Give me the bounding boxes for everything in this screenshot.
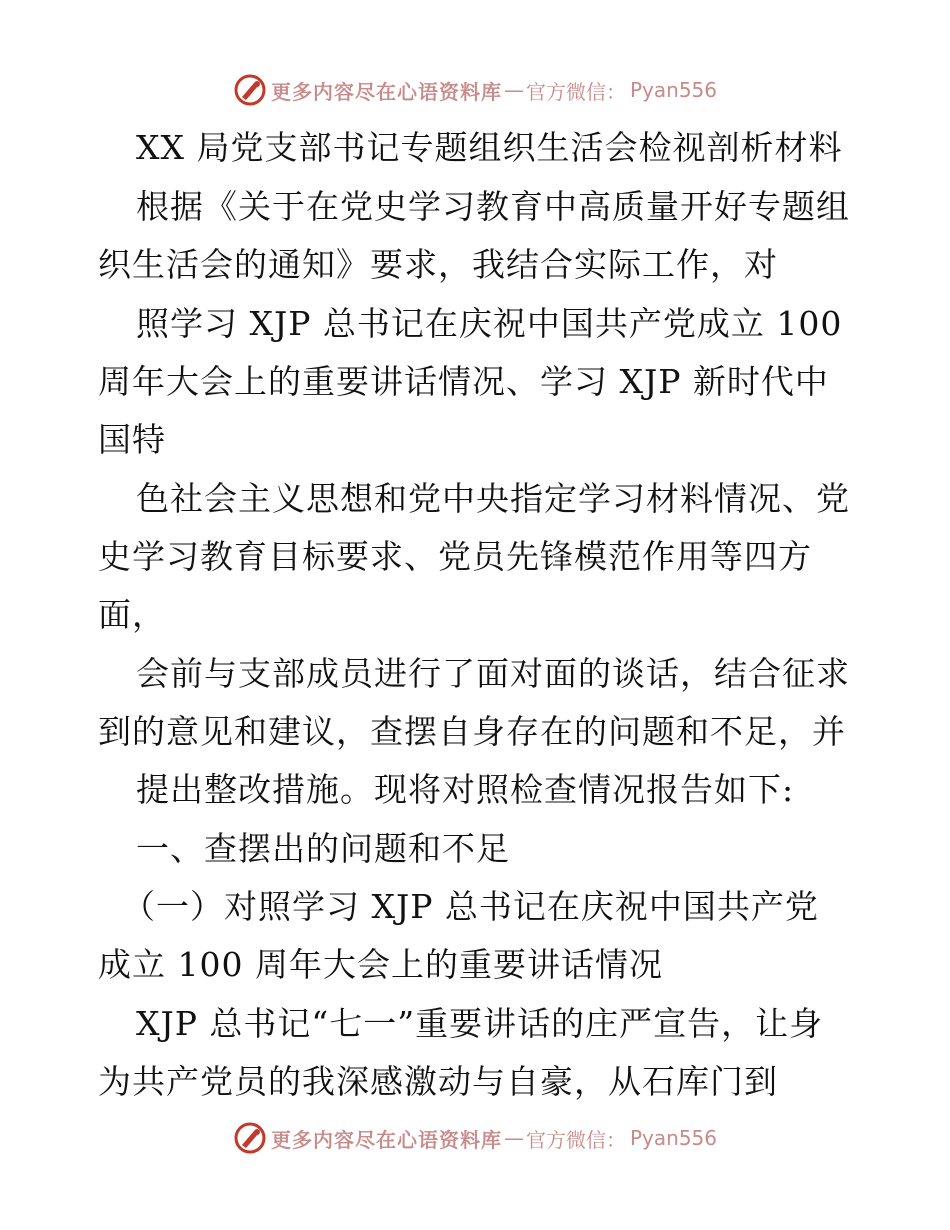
banner-main-text: 更多内容尽在心语资料库 [270,79,502,104]
paragraph-line: 国特 [98,420,166,459]
banner-wechat-label: 官方微信： [525,79,626,104]
paragraph-line: 根据《关于在党史学习教育中高质量开好专题组 [136,187,850,226]
document-title: XX 局党支部书记专题组织生活会检视剖析材料 [136,128,843,167]
banner-wechat-id: Pyan556 [629,78,717,102]
banner-main-text: 更多内容尽在心语资料库 [270,1127,502,1152]
banner-separator: — [503,78,524,102]
paragraph-line: 到的意见和建议，查摆自身存在的问题和不足，并 [98,712,846,751]
subsection-heading-continued: 成立 100 周年大会上的重要讲话情况 [98,945,663,984]
paragraph-line: 色社会主义思想和党中央指定学习材料情况、党 [136,479,850,518]
paragraph-line: 织生活会的通知》要求，我结合实际工作，对 [98,245,778,284]
paragraph-line: 面， [98,595,166,634]
paragraph-line: XJP 总书记“七一”重要讲话的庄严宣告，让身 [136,1004,824,1043]
subsection-heading: （一）对照学习 XJP 总书记在庆祝中国共产党 [122,887,819,926]
paragraph-line: 照学习 XJP 总书记在庆祝中国共产党成立 100 [136,304,843,343]
paragraph-line: 周年大会上的重要讲话情况、学习 XJP 新时代中 [98,362,829,401]
paragraph-line: 提出整改措施。现将对照检查情况报告如下: [136,770,795,809]
paragraph-line: 史学习教育目标要求、党员先锋模范作用等四方 [98,537,812,576]
pen-logo-icon [233,1121,267,1155]
paragraph-line: 为共产党员的我深感激动与自豪，从石库门到 [98,1062,778,1101]
section-heading: 一、查摆出的问题和不足 [136,829,510,868]
banner-wechat-id: Pyan556 [629,1126,717,1150]
paragraph-line: 会前与支部成员进行了面对面的谈话，结合征求 [136,654,850,693]
banner-wechat-label: 官方微信： [525,1127,626,1152]
banner-separator: — [503,1126,524,1150]
footer-watermark-banner [0,1118,950,1158]
